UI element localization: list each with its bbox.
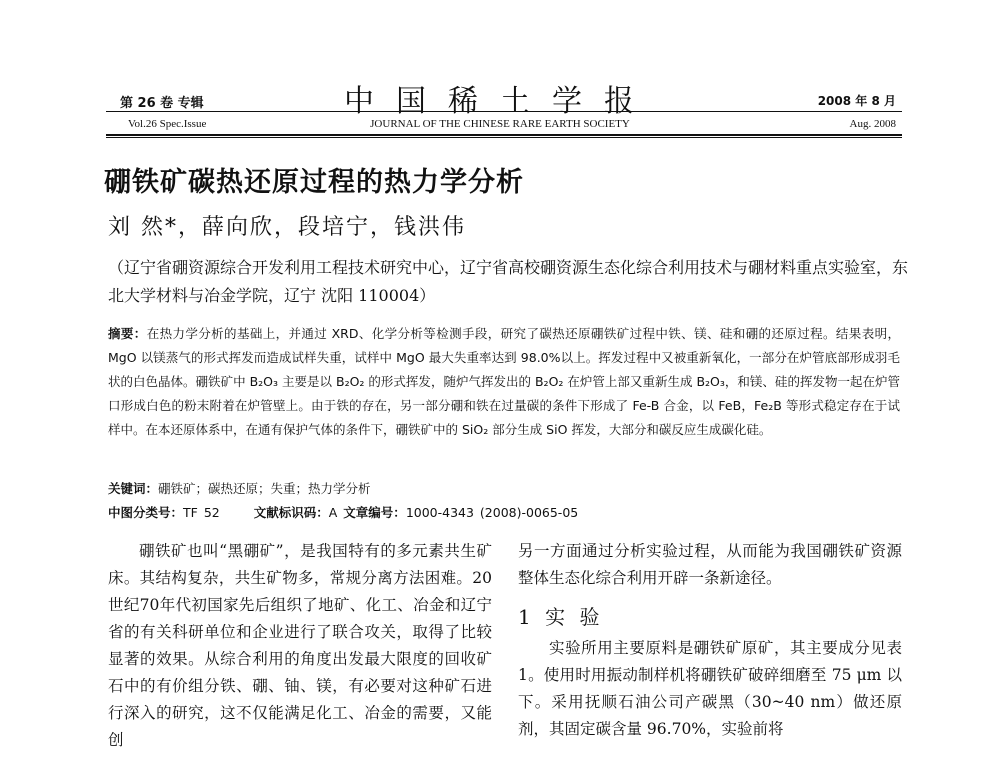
journal-title-en: JOURNAL OF THE CHINESE RARE EARTH SOCIETY [370, 118, 630, 130]
intro-paragraph: 硼铁矿也叫“黑硼矿”，是我国特有的多元素共生矿床。其结构复杂，共生矿物多，常规分离方法困难。20世纪70年代初国家先后组织了地矿、化工、冶金和辽宁省的有关科研单位和企业进行了联合攻关，取得了比较显著的效果。从综合利用的角度出发最大限度的回收矿石中的有价组分铁、硼、铀、镁，有必要对这种矿石进行深入的研究，这不仅能满足化工、冶金的需要，又能创 [108, 542, 492, 749]
header-rule-thin [106, 137, 902, 138]
article-number-value: 1000-4343 (2008)-0065-05 [405, 505, 579, 520]
issue-date-en: Aug. 2008 [849, 118, 896, 130]
issue-date-cn: 2008 年 8 月 [817, 94, 896, 108]
author-list: 刘 然*，薛向欣，段培宁，钱洪伟 [108, 215, 466, 240]
body-column-right [518, 538, 902, 743]
keywords-text: 硼铁矿；碳热还原；失重；热力学分析 [158, 481, 371, 496]
header-rule-top [106, 111, 902, 112]
journal-title-cn: 中国稀土学报 [344, 84, 656, 119]
author-affiliation: （辽宁省硼资源综合开发利用工程技术研究中心，辽宁省高校硼资源生态化综合利用技术与硼材料重点实验室，东北大学材料与冶金学院，辽宁 沈阳 110004） [108, 258, 909, 305]
keywords [108, 479, 371, 497]
abstract [108, 322, 900, 442]
abstract-label: 摘要： [108, 326, 147, 341]
intro-paragraph-continued: 另一方面通过分析实验过程，从而能为我国硼铁矿资源整体生态化综合利用开辟一条新途径。 [518, 542, 902, 587]
doc-code-value: A [328, 505, 338, 520]
volume-label-en: Vol.26 Spec.Issue [128, 118, 207, 130]
classification-line [108, 503, 578, 521]
article-title: 硼铁矿碳热还原过程的热力学分析 [104, 167, 524, 198]
header-rule-thick [106, 134, 902, 136]
section-heading-experiment: 1 实 验 [518, 605, 604, 629]
clc-label: 中图分类号： [108, 505, 184, 520]
doc-code-label: 文献标识码： [253, 505, 329, 520]
volume-label-cn: 第 26 卷 专辑 [120, 96, 204, 111]
article-number-label: 文章编号： [343, 505, 406, 520]
keywords-label: 关键词： [108, 481, 159, 496]
abstract-text: 在热力学分析的基础上，并通过 XRD、化学分析等检测手段，研究了碳热还原硼铁矿过程中铁、镁、硅和硼的还原过程。结果表明，MgO 以镁蒸气的形式挥发而造成试样失重，试样中 MgO 最大失重率达到 98.0%以上。挥发过程中又被重新氧化，一部分在炉管底部形成羽毛状的白色晶体。硼铁矿中 B₂O₃ 主要是以 B₂O₂ 的形式挥发，随炉气挥发出的 B₂O₂ 在炉管上部又重新生成 B₂O₃，和镁、硅的挥发物一起在炉管口形成白色的粉末附着在炉管壁上。由于铁的存在，另一部分硼和铁在过量碳的条件下形成了 Fe-B 合金，以 FeB，Fe₂B 等形式稳定存在于试样中。在本还原体系中，在通有保护气体的条件下，硼铁矿中的 SiO₂ 部分生成 SiO 挥发，大部分和碳反应生成碳化硅。 [108, 326, 900, 437]
experiment-paragraph: 实验所用主要原料是硼铁矿原矿，其主要成分见表 1。使用时用振动制样机将硼铁矿破碎细磨至 75 μm 以下。采用抚顺石油公司产碳黑（30~40 nm）做还原剂，其固定碳含量 96.70%，实验前将 [518, 639, 902, 738]
body-column-left [108, 538, 492, 754]
clc-value: TF 52 [183, 505, 220, 520]
